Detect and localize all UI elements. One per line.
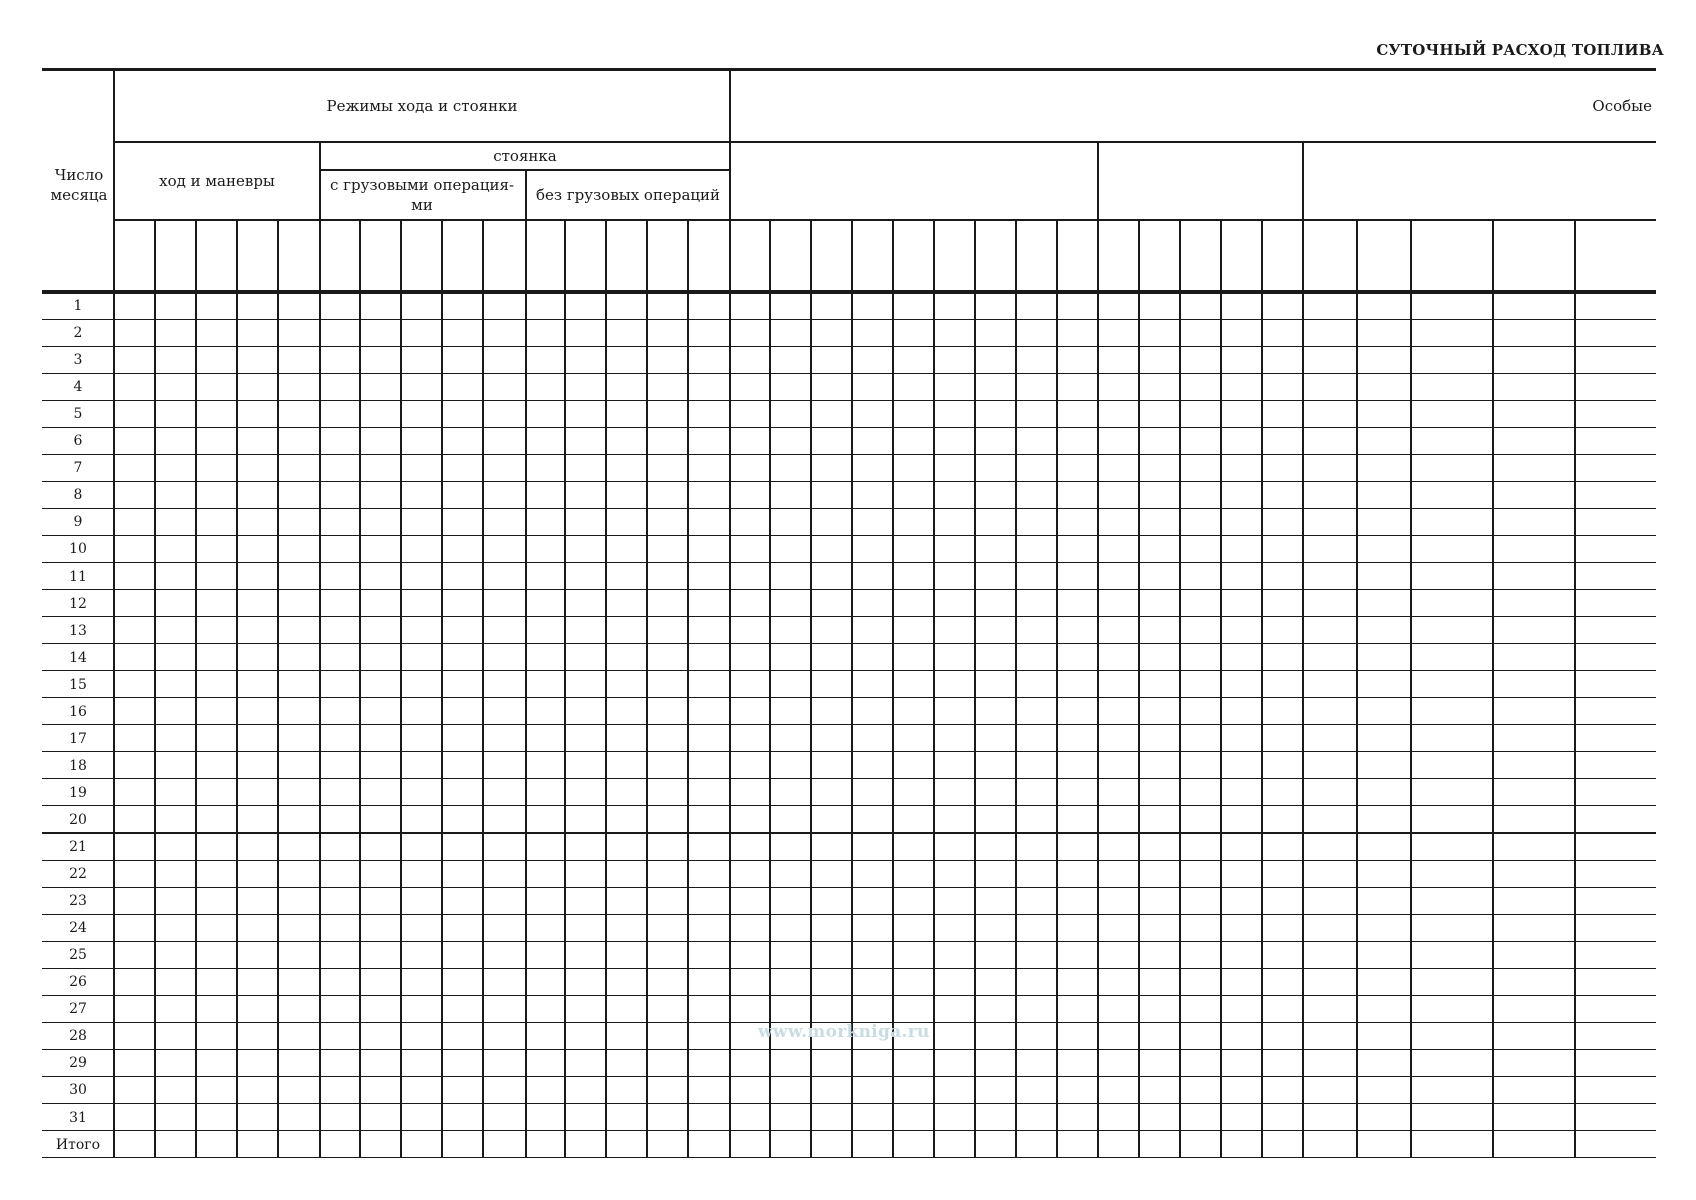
page-title: СУТОЧНЫЙ РАСХОД ТОПЛИВА <box>1376 41 1664 59</box>
grid-line-v <box>1220 220 1221 1158</box>
grid-line-v <box>154 220 155 1158</box>
header-with-cargo-label: с грузовыми операция-ми <box>329 176 515 214</box>
grid-line-h <box>42 670 1656 671</box>
grid-line-v <box>810 220 811 1158</box>
header-underway <box>114 142 320 220</box>
grid-line-v <box>1179 220 1180 1158</box>
grid-line-h <box>42 508 1656 509</box>
day-number: 21 <box>69 839 87 855</box>
grid-line-v <box>400 220 401 1158</box>
grid-line-h <box>42 805 1656 806</box>
grid-line-v <box>482 220 483 1158</box>
day-number: 16 <box>69 703 87 720</box>
grid-line-v <box>525 170 526 1158</box>
grid-line-v <box>1492 220 1493 1158</box>
day-number: 26 <box>69 974 87 991</box>
header-special-label: Особые <box>1592 97 1652 115</box>
header-special <box>1540 70 1652 142</box>
grid-line-v <box>1015 220 1016 1158</box>
grid-line-v <box>933 220 934 1158</box>
grid-line-h <box>42 941 1656 942</box>
header-with-cargo <box>326 170 518 220</box>
header-anchorage-label: стоянка <box>493 147 557 165</box>
grid-line-h <box>42 481 1656 482</box>
day-number: 18 <box>69 757 87 774</box>
grid-line-h <box>42 400 1656 401</box>
grid-line-v <box>1356 220 1357 1158</box>
day-number: 22 <box>69 866 87 883</box>
grid-line-h <box>42 724 1656 725</box>
grid-line-v <box>441 220 442 1158</box>
day-number: 29 <box>69 1055 87 1072</box>
grid-line-v <box>1097 142 1098 1158</box>
day-number: 3 <box>73 352 83 369</box>
day-number: 11 <box>69 568 87 585</box>
grid-line-v <box>646 220 647 1158</box>
grid-line-v <box>236 220 237 1158</box>
header-day-of-month-label: Число месяца <box>50 166 108 204</box>
grid-line-h <box>42 968 1656 969</box>
grid-line-h <box>42 290 1656 294</box>
day-number: 2 <box>73 325 83 342</box>
day-number: 14 <box>69 649 87 666</box>
grid-line-v <box>564 220 565 1158</box>
grid-line-v <box>605 220 606 1158</box>
grid-line-h <box>42 454 1656 455</box>
grid-line-v <box>195 220 196 1158</box>
day-number: 15 <box>69 676 87 693</box>
grid-line-h <box>42 589 1656 590</box>
grid-line-h <box>42 346 1656 347</box>
grid-line-h <box>42 1103 1656 1104</box>
header-modes-label: Режимы хода и стоянки <box>326 97 518 115</box>
grid-line-h <box>42 373 1656 374</box>
grid-line-v <box>687 220 688 1158</box>
grid-line-v <box>1410 220 1411 1158</box>
grid-line-h <box>42 319 1656 320</box>
grid-line-v <box>1261 220 1262 1158</box>
day-number: 9 <box>73 514 83 531</box>
header-modes <box>114 70 730 142</box>
grid-line-h <box>42 535 1656 536</box>
grid-line-h <box>42 751 1656 752</box>
grid-line-h <box>42 697 1656 698</box>
grid-line-v <box>113 69 114 1158</box>
grid-line-v <box>1302 142 1303 1158</box>
day-number: 28 <box>69 1028 87 1045</box>
grid-line-h <box>42 427 1656 428</box>
row-total-label: Итого <box>55 1136 101 1153</box>
day-number: 4 <box>73 379 83 396</box>
grid-line-h <box>42 1076 1656 1077</box>
grid-line-h <box>42 1157 1656 1158</box>
grid-line-h <box>42 860 1656 861</box>
day-number: 19 <box>69 784 87 801</box>
grid-line-h <box>42 914 1656 915</box>
grid-line-h <box>42 995 1656 996</box>
grid-line-h <box>42 616 1656 617</box>
day-number: 27 <box>69 1001 87 1018</box>
day-number: 8 <box>73 487 83 504</box>
grid-line-v <box>769 220 770 1158</box>
grid-line-h <box>42 1130 1656 1131</box>
grid-line-h <box>42 887 1656 888</box>
grid-line-v <box>319 142 320 1158</box>
day-number: 13 <box>69 622 87 639</box>
grid-line-v <box>729 69 730 1158</box>
day-number: 7 <box>73 460 83 477</box>
header-day-of-month <box>44 150 114 220</box>
day-number: 31 <box>69 1109 87 1126</box>
header-underway-label: ход и маневры <box>159 172 275 190</box>
grid-line-v <box>892 220 893 1158</box>
day-number: 23 <box>69 893 87 910</box>
grid-line-h <box>42 562 1656 563</box>
day-number: 1 <box>73 298 83 314</box>
grid-line-v <box>277 220 278 1158</box>
grid-line-h <box>42 1049 1656 1050</box>
grid-line-v <box>359 220 360 1158</box>
grid-line-h <box>42 643 1656 644</box>
grid-line-v <box>1574 220 1575 1158</box>
header-without-cargo <box>526 170 730 220</box>
day-number: 17 <box>69 730 87 747</box>
day-number: 10 <box>69 541 87 558</box>
grid-line-h <box>42 832 1656 833</box>
grid-line-v <box>1138 220 1139 1158</box>
day-number: 30 <box>69 1082 87 1099</box>
day-number: 6 <box>73 433 83 450</box>
watermark: www.morkniga.ru <box>758 1022 930 1042</box>
header-anchorage <box>320 142 730 170</box>
day-number: 12 <box>69 595 87 612</box>
grid-line-h <box>42 778 1656 779</box>
grid-line-v <box>1056 220 1057 1158</box>
day-number: 20 <box>69 811 87 828</box>
header-without-cargo-label: без грузовых операций <box>535 186 721 204</box>
day-number: 25 <box>69 947 87 964</box>
grid-line-v <box>851 220 852 1158</box>
grid-line-v <box>974 220 975 1158</box>
day-number: 5 <box>73 406 83 423</box>
day-number: 24 <box>69 920 87 937</box>
